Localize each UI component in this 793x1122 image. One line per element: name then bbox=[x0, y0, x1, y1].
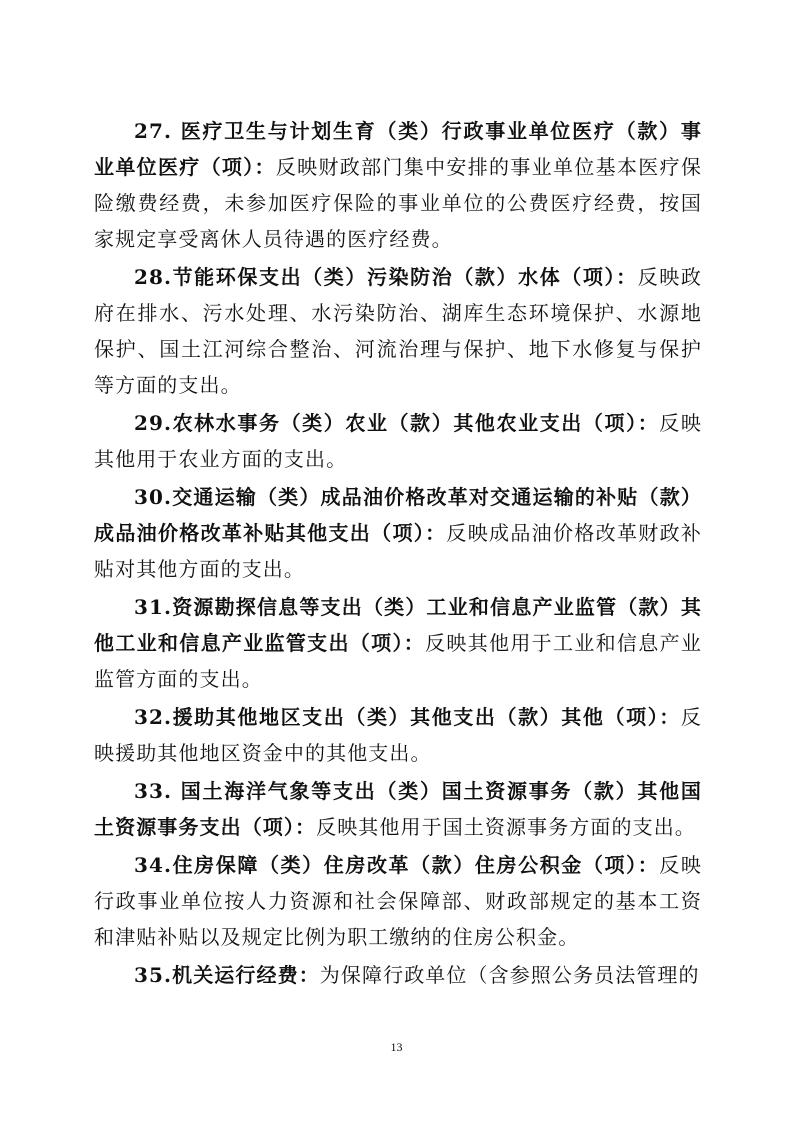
paragraph-item-27 bbox=[94, 113, 702, 257]
paragraph-item-31 bbox=[94, 589, 702, 697]
item-description: 反映行政事业单位按人力资源和社会保障部、财政部规定的基本工资和津贴补贴以及规定比例为职工缴纳的住房公积金。 bbox=[94, 853, 702, 949]
item-heading: 33. 国土海洋气象等支出（类）国土资源事务（款）其他国土资源事务支出（项）： bbox=[94, 779, 702, 839]
item-heading: 28.节能环保支出（类）污染防治（款）水体（项）： bbox=[134, 265, 638, 289]
item-description: 反映财政部门集中安排的事业单位基本医疗保险缴费经费，未参加医疗保险的事业单位的公费医疗经费，按国家规定享受离休人员待遇的医疗经费。 bbox=[94, 155, 702, 251]
paragraph-item-34 bbox=[94, 847, 702, 955]
page-number: 13 bbox=[390, 1040, 403, 1054]
item-description: 反映其他用于农业方面的支出。 bbox=[94, 411, 702, 471]
item-description: 反映援助其他地区资金中的其他支出。 bbox=[94, 705, 702, 765]
item-heading: 35.机关运行经费： bbox=[134, 963, 320, 987]
item-heading: 29.农林水事务（类）农业（款）其他农业支出（项）： bbox=[134, 411, 660, 435]
item-heading: 27. 医疗卫生与计划生育（类）行政事业单位医疗（款）事业单位医疗（项）： bbox=[94, 119, 702, 179]
item-description: 反映成品油价格改革财政补贴对其他方面的支出。 bbox=[94, 521, 703, 581]
item-heading: 31.资源勘探信息等支出（类）工业和信息产业监管（款）其他工业和信息产业监管支出（项）： bbox=[94, 595, 702, 655]
item-heading: 34.住房保障（类）住房改革（款）住房公积金（项）： bbox=[134, 853, 660, 877]
item-heading: 32.援助其他地区支出（类）其他支出（款）其他（项）： bbox=[134, 705, 681, 729]
paragraph-item-35 bbox=[94, 957, 702, 993]
item-description: 为保障行政单位（含参照公务员法管理的 bbox=[319, 963, 700, 987]
document-body bbox=[94, 113, 702, 995]
paragraph-item-32 bbox=[94, 699, 702, 771]
item-description: 反映其他用于国土资源事务方面的支出。 bbox=[316, 815, 696, 839]
paragraph-item-30 bbox=[94, 479, 702, 587]
item-description: 反映其他用于工业和信息产业监管方面的支出。 bbox=[94, 631, 702, 691]
item-heading: 30.交通运输（类）成品油价格改革对交通运输的补贴（款）成品油价格改革补贴其他支出（项）： bbox=[94, 485, 702, 545]
paragraph-item-28 bbox=[94, 259, 702, 403]
item-description: 反映政府在排水、污水处理、水污染防治、湖库生态环境保护、水源地保护、国土江河综合整治、河流治理与保护、地下水修复与保护等方面的支出。 bbox=[94, 265, 702, 397]
paragraph-item-29 bbox=[94, 405, 702, 477]
paragraph-item-33 bbox=[94, 773, 702, 845]
